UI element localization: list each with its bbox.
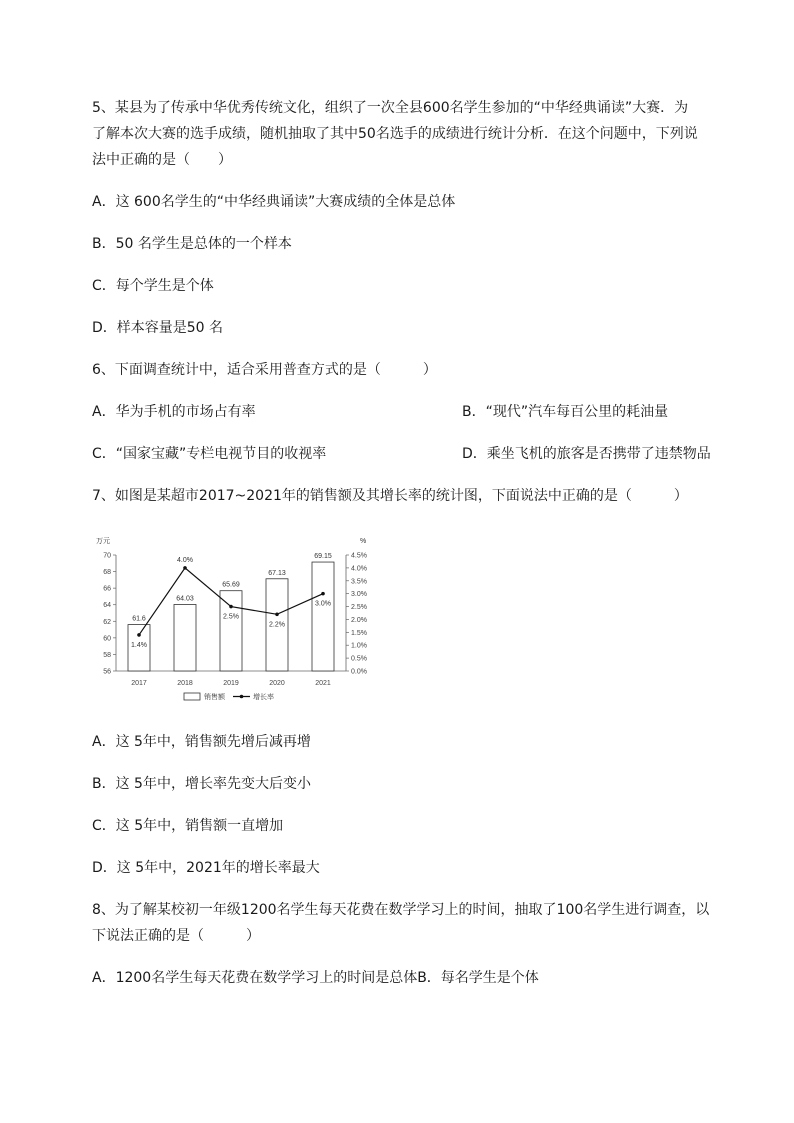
right-tick-label: 1.5% xyxy=(351,629,367,637)
left-tick-label: 56 xyxy=(103,668,111,676)
x-tick-label: 2018 xyxy=(177,680,193,687)
sales-bar-label: 61.6 xyxy=(132,615,146,623)
q8-stem-line-2: 下说法正确的是（ ） xyxy=(92,928,260,944)
sales-bar xyxy=(174,604,196,671)
x-tick-label: 2021 xyxy=(315,680,331,687)
sales-growth-chart xyxy=(88,532,388,707)
right-tick-label: 3.5% xyxy=(351,578,367,586)
growth-rate-label: 3.0% xyxy=(315,600,331,608)
growth-rate-point xyxy=(183,566,187,570)
legend-line-marker xyxy=(240,695,244,699)
q6-options-row-1 xyxy=(92,402,669,422)
q5-option-c: C．每个学生是个体 xyxy=(92,278,214,294)
growth-rate-point xyxy=(229,605,233,609)
q7-option-a: A．这 5年中，销售额先增后减再增 xyxy=(92,734,311,750)
left-tick-label: 70 xyxy=(103,552,111,560)
q6-option-d: D．乘坐飞机的旅客是否携带了违禁物品 xyxy=(462,446,711,462)
sales-bar xyxy=(220,591,242,671)
left-axis-unit: 万元 xyxy=(96,538,110,545)
x-tick-label: 2020 xyxy=(269,680,285,687)
right-tick-label: 0.5% xyxy=(351,655,367,663)
q6-option-b: B．“现代”汽车每百公里的耗油量 xyxy=(462,404,669,420)
q5-option-b: B．50 名学生是总体的一个样本 xyxy=(92,236,292,252)
q5-option-d: D．样本容量是50 名 xyxy=(92,320,224,336)
growth-rate-label: 2.2% xyxy=(269,621,285,629)
chart-legend xyxy=(184,692,274,701)
right-tick-label: 4.5% xyxy=(351,552,367,560)
right-tick-label: 4.0% xyxy=(351,565,367,573)
q6-option-c: C．“国家宝藏”专栏电视节目的收视率 xyxy=(92,446,327,462)
growth-rate-point xyxy=(321,592,325,596)
left-tick-label: 58 xyxy=(103,651,111,659)
left-tick-label: 64 xyxy=(103,602,111,610)
legend-bar-swatch xyxy=(184,693,200,700)
q7-option-b: B．这 5年中，增长率先变大后变小 xyxy=(92,776,311,792)
q7-option-c: C．这 5年中，销售额一直增加 xyxy=(92,818,284,834)
right-tick-label: 1.0% xyxy=(351,642,367,650)
left-tick-label: 62 xyxy=(103,618,111,626)
q6-options-row-2 xyxy=(92,444,711,464)
growth-rate-point xyxy=(275,612,279,616)
right-axis-unit: % xyxy=(360,538,367,545)
right-tick-label: 2.0% xyxy=(351,616,367,624)
right-tick-label: 0.0% xyxy=(351,668,367,676)
left-tick-label: 66 xyxy=(103,585,111,593)
growth-rate-label: 4.0% xyxy=(177,556,193,564)
q5-stem-line-3: 法中正确的是（ ） xyxy=(92,152,232,168)
growth-rate-point xyxy=(137,633,141,637)
q8-stem-line-1: 8、为了解某校初一年级1200名学生每天花费在数学学习上的时间，抽取了100名学生进行调查，以 xyxy=(92,902,710,918)
right-tick-label: 3.0% xyxy=(351,591,367,599)
q5-stem-line-1: 5、某县为了传承中华优秀传统文化，组织了一次全县600名学生参加的“中华经典诵读”大赛．为 xyxy=(92,100,689,116)
growth-rate-label: 2.5% xyxy=(223,613,239,621)
sales-bar xyxy=(312,562,334,671)
q6-option-a: A．华为手机的市场占有率 xyxy=(92,404,256,420)
left-tick-label: 68 xyxy=(103,569,111,577)
q7-option-d: D．这 5年中，2021年的增长率最大 xyxy=(92,860,320,876)
sales-bar-label: 67.13 xyxy=(268,569,286,577)
q6-stem: 6、下面调查统计中，适合采用普查方式的是（ ） xyxy=(92,362,437,378)
left-tick-label: 60 xyxy=(103,635,111,643)
sales-bar-label: 69.15 xyxy=(314,553,332,561)
legend-line-label: 增长率 xyxy=(253,694,274,701)
x-tick-label: 2019 xyxy=(223,680,239,687)
q5-option-a: A．这 600名学生的“中华经典诵读”大赛成绩的全体是总体 xyxy=(92,194,456,210)
sales-bar-label: 64.03 xyxy=(176,595,194,603)
q7-stem: 7、如图是某超市2017~2021年的销售额及其增长率的统计图，下面说法中正确的是（ ） xyxy=(92,488,688,504)
right-tick-label: 2.5% xyxy=(351,604,367,612)
q8-option-a: A．1200名学生每天花费在数学学习上的时间是总体B．每名学生是个体 xyxy=(92,970,539,986)
x-tick-label: 2017 xyxy=(131,680,147,687)
sales-bar-label: 65.69 xyxy=(222,581,240,589)
growth-rate-label: 1.4% xyxy=(131,641,147,649)
q5-stem-line-2: 了解本次大赛的选手成绩，随机抽取了其中50名选手的成绩进行统计分析．在这个问题中，下列说 xyxy=(92,126,698,142)
legend-bar-label: 销售额 xyxy=(204,694,225,701)
